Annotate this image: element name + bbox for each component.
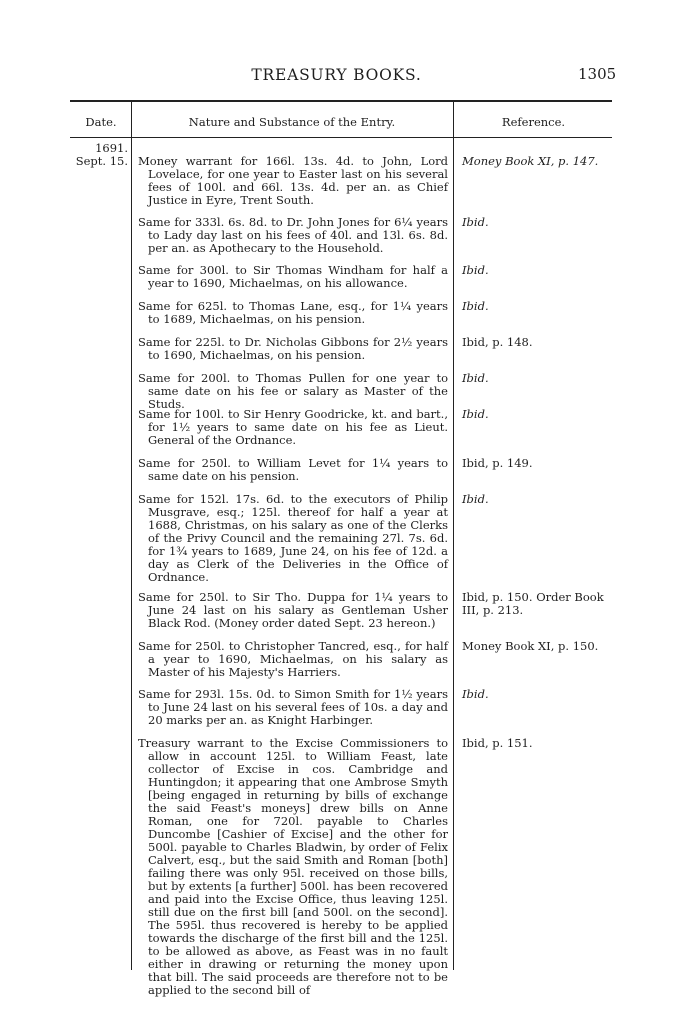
column-header-reference: Reference. bbox=[501, 115, 566, 129]
entry-text: Treasury warrant to the Excise Commissioners to allow in account 125l. to William Feast, late collector of Excise in cos. Cambridge and Huntingdon; it appearing that one Ambrose Smyth [being engaged in returning by bills of exchange the said Feast's moneys] drew bills on Anne Roman, one for 720l. payable to Charles Duncombe [Cashier of Excise] and the other for 500l. payable to Charles Bladwin, by order of Felix Calvert, esq., but the said Smith and Roman [both] failing there was only 95l. received on those bills, but by extents [a further] 500l. has been recovered and paid into the Excise Office, thus leaving 125l. still due on the first bill [and 500l. on the second]. The 595l. thus recovered is hereby to be applied towards the discharge of the first bill and the 125l. to be allowed as above, as Feast was in no fault either in drawing or returning the money upon that bill. The said proceeds are therefore not to be applied to the second bill of bbox=[138, 736, 448, 997]
table-header-rule bbox=[70, 137, 612, 138]
table-top-rule bbox=[70, 100, 612, 102]
entry-text: Same for 300l. to Sir Thomas Windham for half a year to 1690, Michaelmas, on his allowance. bbox=[138, 263, 448, 290]
entry-text: Same for 250l. to Sir Tho. Duppa for 1¼ years to June 24 last on his salary as Gentleman Usher Black Rod. (Money order dated Sept. 23 hereon.) bbox=[138, 590, 448, 630]
entry-reference: Ibid, p. 148. bbox=[462, 335, 533, 349]
column-divider-date bbox=[131, 100, 132, 970]
entry-reference: Ibid. bbox=[462, 371, 489, 385]
entry-text: Same for 225l. to Dr. Nicholas Gibbons for 2½ years to 1690, Michaelmas, on his pension. bbox=[138, 335, 448, 362]
entry-text: Money warrant for 166l. 13s. 4d. to John, Lord Lovelace, for one year to Easter last on his several fees of 100l. and 66l. 13s. 4d. per an. as Chief Justice in Eyre, Trent South. bbox=[138, 154, 448, 207]
entry-reference: Money Book XI, p. 150. bbox=[462, 639, 599, 653]
entry-reference: Ibid. bbox=[462, 687, 489, 701]
entry-reference: Ibid. bbox=[462, 215, 489, 229]
entry-text: Same for 625l. to Thomas Lane, esq., for 1¼ years to 1689, Michaelmas, on his pension. bbox=[138, 299, 448, 326]
column-header-nature: Nature and Substance of the Entry. bbox=[188, 115, 396, 129]
entry-text: Same for 333l. 6s. 8d. to Dr. John Jones for 6¼ years to Lady day last on his fees of 40l. and 13l. 6s. 8d. per an. as Apothecary to the Household. bbox=[138, 215, 448, 255]
entry-text: Same for 152l. 17s. 6d. to the executors of Philip Musgrave, esq.; 125l. thereof for half a year at 1688, Christmas, on his salary as one of the Clerks of the Privy Council and the remaining 27l. 7s. 6d. for 1¾ years to 1689, June 24, on his fee of 12d. a day as Clerk of the Deliveries in the Office of Ordnance. bbox=[138, 492, 448, 584]
page-title: TREASURY BOOKS. bbox=[251, 66, 422, 84]
column-header-date: Date. bbox=[85, 115, 117, 129]
entry-reference: Ibid, p. 151. bbox=[462, 736, 533, 750]
entry-reference: Ibid. bbox=[462, 263, 489, 277]
date-day: Sept. 15. bbox=[75, 154, 128, 168]
entry-reference: Money Book XI, p. 147. bbox=[462, 154, 599, 168]
entry-reference: Ibid, p. 150. Order Book III, p. 213. bbox=[462, 590, 604, 617]
page-number: 1305 bbox=[578, 65, 617, 83]
entry-text: Same for 250l. to William Levet for 1¼ years to same date on his pension. bbox=[138, 456, 448, 483]
entry-reference: Ibid, p. 149. bbox=[462, 456, 533, 470]
entry-reference: Ibid. bbox=[462, 407, 489, 421]
entry-text: Same for 293l. 15s. 0d. to Simon Smith for 1½ years to June 24 last on his several fees of 10s. a day and 20 marks per an. as Knight Harbinger. bbox=[138, 687, 448, 727]
date-year: 1691. bbox=[95, 141, 128, 155]
entry-reference: Ibid. bbox=[462, 492, 489, 506]
entry-reference: Ibid. bbox=[462, 299, 489, 313]
entry-text: Same for 200l. to Thomas Pullen for one year to same date on his fee or salary as Master of the Studs. bbox=[138, 371, 448, 411]
entry-text: Same for 250l. to Christopher Tancred, esq., for half a year to 1690, Michaelmas, on his salary as Master of his Majesty's Harriers. bbox=[138, 639, 448, 679]
column-divider-reference bbox=[453, 100, 454, 970]
entry-text: Same for 100l. to Sir Henry Goodricke, kt. and bart., for 1½ years to same date on his fee as Lieut. General of the Ordnance. bbox=[138, 407, 448, 447]
